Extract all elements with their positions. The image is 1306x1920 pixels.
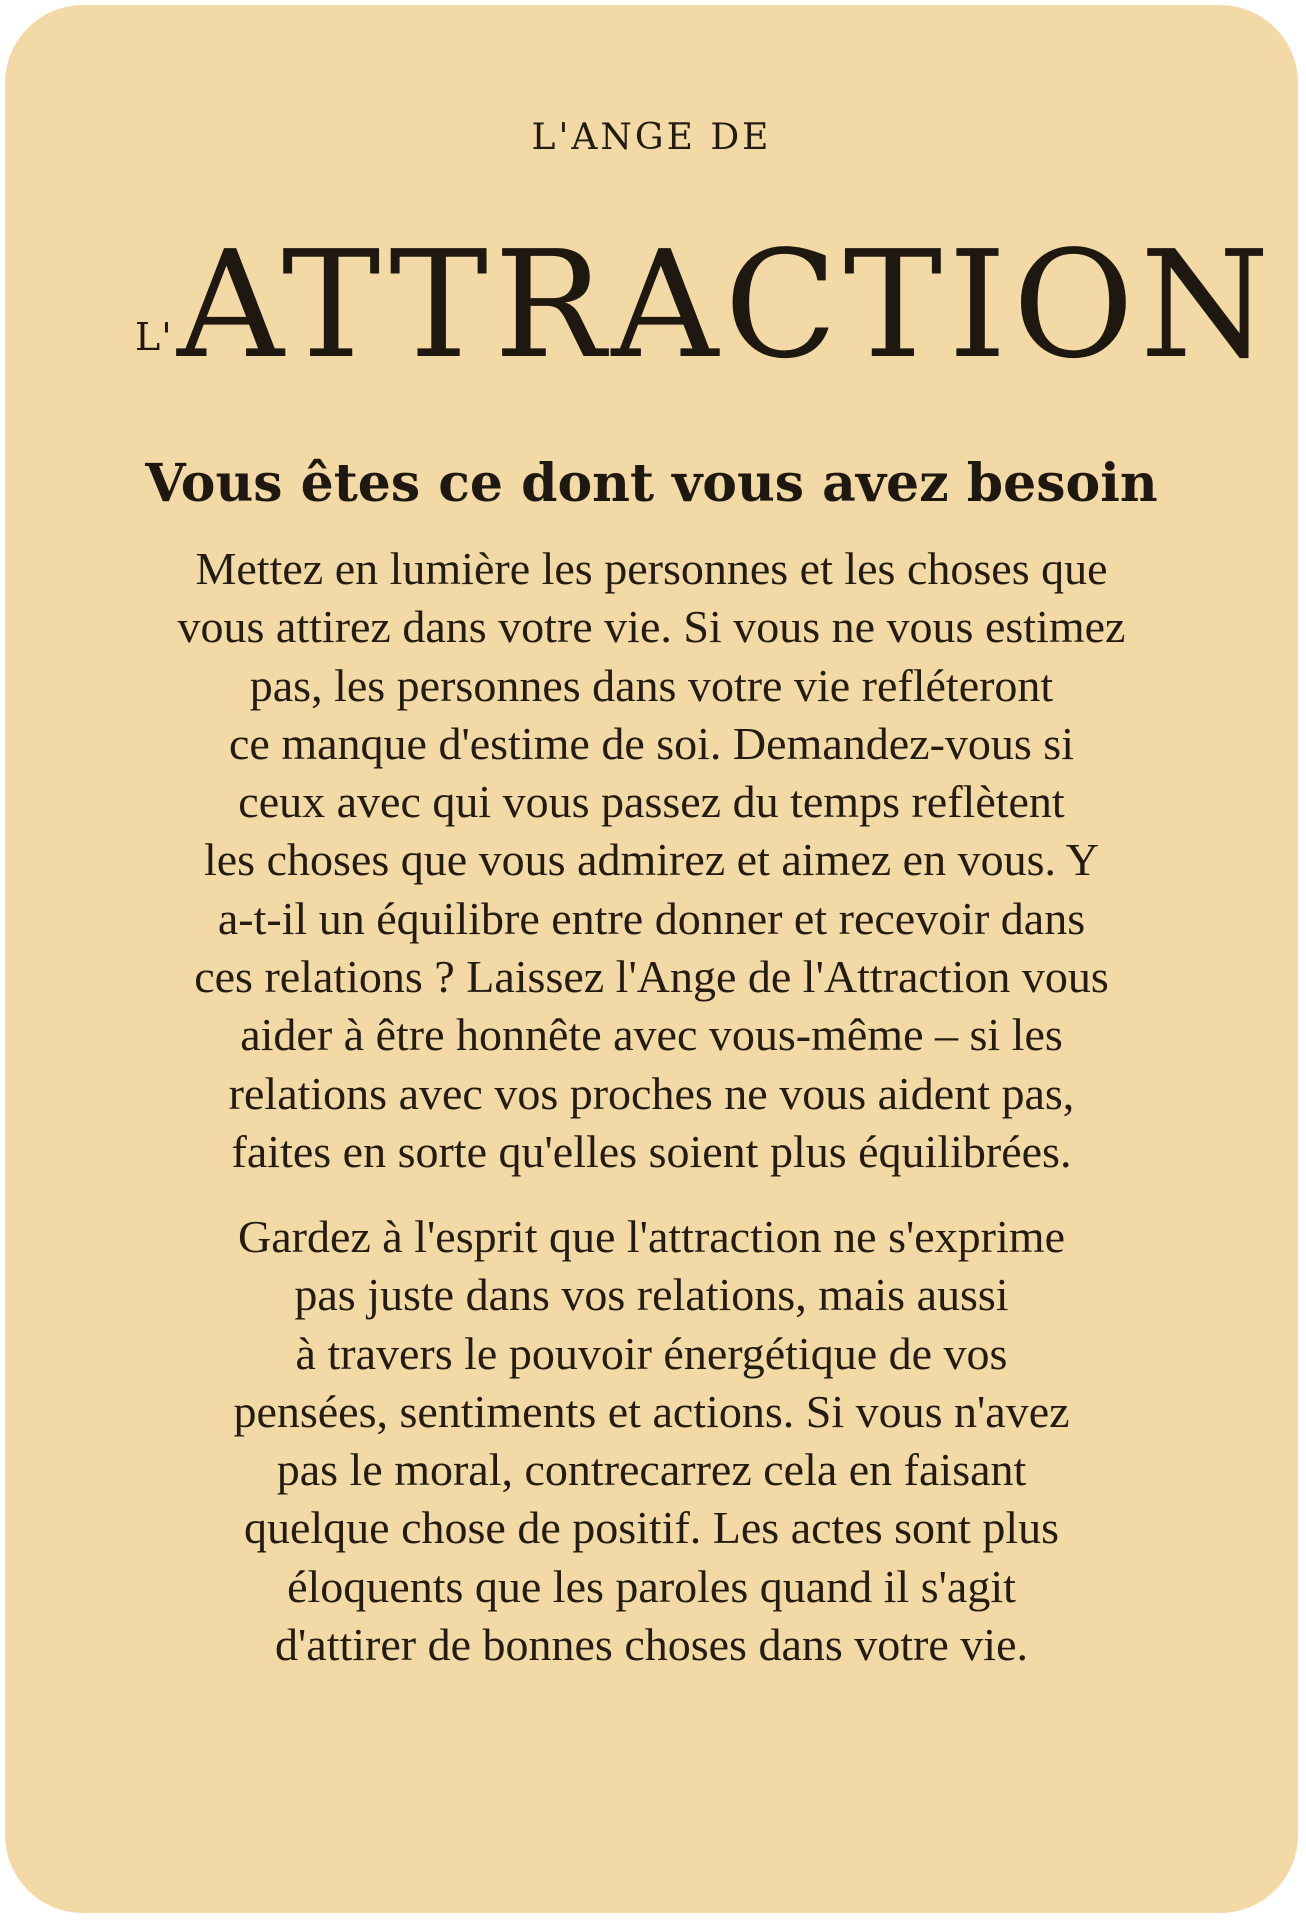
paragraph-line: éloquents que les paroles quand il s'agit — [287, 1560, 1016, 1612]
paragraph-line: faites en sorte qu'elles soient plus équilibrées. — [231, 1125, 1072, 1177]
paragraph-line: Mettez en lumière les personnes et les choses que — [195, 543, 1108, 594]
paragraph-line: ce manque d'estime de soi. Demandez-vous si — [229, 717, 1074, 769]
paragraph-line: aider à être honnête avec vous-même – si les — [240, 1009, 1063, 1061]
paragraph-line: relations avec vos proches ne vous aident pas, — [228, 1067, 1075, 1119]
oracle-card — [5, 5, 1298, 1913]
paragraph-line: pas, les personnes dans votre vie refléteront — [249, 659, 1054, 711]
card-subtitle: Vous êtes ce dont vous avez besoin — [145, 453, 1158, 514]
paragraph-line: vous attirez dans votre vie. Si vous ne vous estimez — [177, 601, 1126, 653]
paragraph-line: à travers le pouvoir énergétique de vos — [295, 1327, 1008, 1379]
card-paragraph-2 — [75, 1208, 1228, 1674]
card-title — [135, 215, 1276, 395]
paragraph-line: pensées, sentiments et actions. Si vous n'avez — [233, 1385, 1070, 1437]
paragraph-line: ceux avec qui vous passez du temps reflètent — [238, 776, 1065, 828]
card-title-prefix: L' — [135, 315, 173, 359]
card-paragraph-1 — [75, 540, 1228, 1181]
card-kicker: L'ANGE DE — [531, 117, 772, 158]
paragraph-line: ces relations ? Laissez l'Ange de l'Attraction vous — [194, 951, 1109, 1003]
paragraph-line: les choses que vous admirez et aimez en vous. Y — [203, 834, 1100, 886]
paragraph-line: d'attirer de bonnes choses dans votre vie. — [274, 1619, 1028, 1671]
paragraph-line: pas juste dans vos relations, mais aussi — [294, 1269, 1009, 1321]
card-title-word: ATTRACTION — [177, 219, 1276, 391]
paragraph-line: Gardez à l'esprit que l'attraction ne s'exprime — [238, 1211, 1065, 1262]
paragraph-line: a-t-il un équilibre entre donner et recevoir dans — [217, 892, 1086, 944]
paragraph-line: pas le moral, contrecarrez cela en faisant — [276, 1444, 1027, 1496]
paragraph-line: quelque chose de positif. Les actes sont plus — [243, 1502, 1060, 1554]
